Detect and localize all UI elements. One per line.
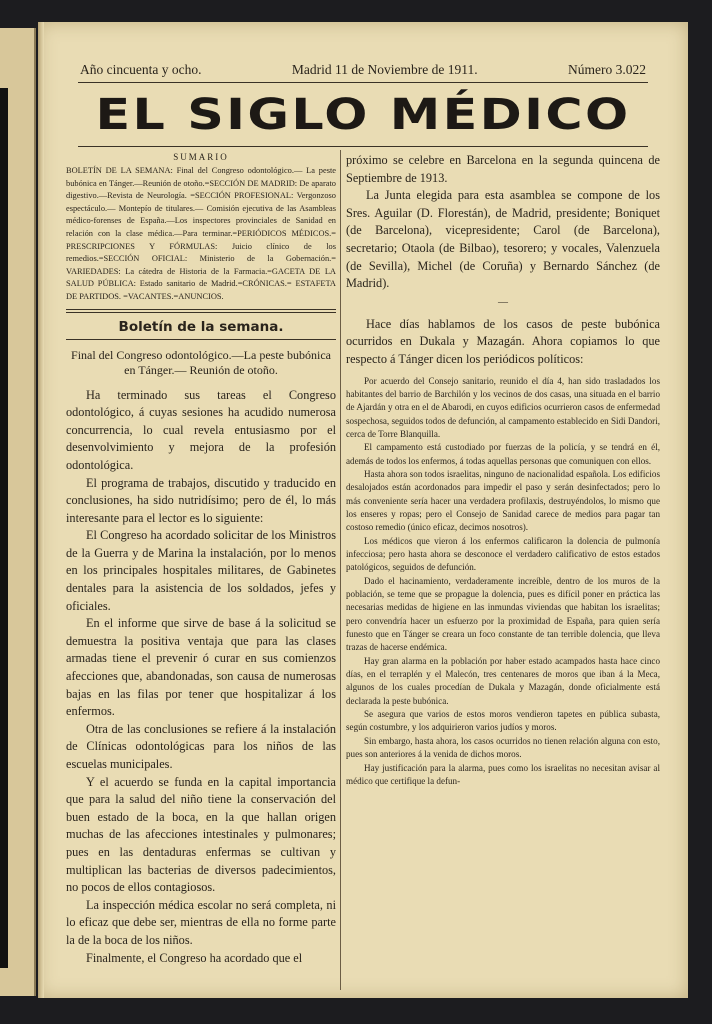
section-rule: [66, 339, 336, 340]
junta-paragraph: La Junta elegida para esta asamblea se compone de los Sres. Aguilar (D. Florestán), de Madrid, presidente; Boniquet (de Barcelona), vicepresidente; Carol (de Barcelona), secretario; Otaola (de Bilbao), tesorero; y vocales, Valenzuela (de Sevilla), Michel (de Coruña) y Bernardo Sánchez (de Madrid).: [346, 188, 660, 291]
quote-paragraph: Se asegura que varios de estos moros vendieron tapetes en pública subasta, según costumbre, y los adquirieron varios judíos y moros.: [346, 709, 660, 733]
right-column: [346, 152, 660, 788]
issue-header: [80, 62, 646, 78]
peste-paragraph: Hace días hablamos de los casos de peste bubónica ocurridos en Dukala y Mazagán. Ahora copiamos lo que respecto á Tánger dicen los periódicos políticos:: [346, 316, 660, 366]
quote-paragraph: Hay gran alarma en la población por haber estado acampados hasta hace cinco días, en el terraplén y el Malecón, tres centenares de moros que iban á la Meca, algunos de los cuales procedían de Dukala y Mazagán, donde oficialmente está declarada la peste bubónica.: [346, 655, 660, 706]
page-spine: [38, 22, 44, 998]
sumario-divider: [66, 309, 336, 313]
boletin-paragraph: La inspección médica escolar no será completa, ni lo eficaz que debe ser, mientras de ella no forme parte la de la boca de los niños.: [66, 897, 336, 947]
quote-paragraph: Hay justificación para la alarma, pues como los israelitas no necesitan avisar al médico que certifique la defun-: [346, 762, 660, 786]
boletin-paragraph: El Congreso ha acordado solicitar de los Ministros de la Guerra y de Marina la instalación, por lo menos en los principales hospitales militares, de Gabinetes dentales para la asistencia de los soldados, jefes y oficiales.: [66, 528, 336, 613]
boletin-paragraph: Y el acuerdo se funda en la capital importancia que para la salud del niño tiene la conservación del buen estado de la boca, en la que hallan origen muchas de las afecciones intestinales y pulmonares; pues en las dentaduras enfermas se cultivan y multiplican las bacterias de diversos padecimientos, no pocos de ellos contagiosos.: [66, 774, 336, 895]
masthead-title: EL SIGLO MÉDICO: [95, 90, 631, 140]
boletin-subhead: Final del Congreso odontológico.—La peste bubónica en Tánger.— Reunión de otoño.: [71, 347, 331, 377]
column-divider: [340, 150, 341, 990]
continuation-paragraph: próximo se celebre en Barcelona en la segunda quincena de Septiembre de 1913.: [346, 153, 660, 185]
quote-paragraph: Los médicos que vieron á los enfermos calificaron la dolencia de pulmonía infecciosa; pero hasta ahora se desconoce el verdadero calificativo de estos estados patológicos, seguidos de defunción.: [346, 535, 660, 573]
quote-paragraph: Sin embargo, hasta ahora, los casos ocurridos no tienen relación alguna con esto, pues son anteriores á la venida de dichos moros.: [346, 735, 660, 760]
boletin-paragraph: Ha terminado sus tareas el Congreso odontológico, á cuyas sesiones ha acudido numerosa concurrencia, lo cual revela entusiasmo por el desenvolvimiento y mejora de la profesión odontológica.: [66, 387, 336, 472]
binding-shadow: [0, 88, 8, 968]
previous-page-edge: [0, 28, 36, 996]
boletin-paragraph: Finalmente, el Congreso ha acordado que el: [86, 950, 303, 965]
newspaper-page: [38, 22, 688, 998]
quote-paragraph: Por acuerdo del Consejo sanitario, reunido el día 4, han sido trasladados los habitantes del barrio de Barchilón y los vecinos de dos casas, una situada en el barrio de Ajardán y otra en el de Abarodi, en cuyos edificios ocurrieron casos de enfermedad sospechosa, seguidos todos de defunción, al campamento establecido en Sidi Dandori, cerca de Torre Blanquilla.: [346, 375, 660, 439]
quote-paragraph: Dado el hacinamiento, verdaderamente increíble, dentro de los muros de la población, se teme que se propague la dolencia, pues es difícil poner en práctica las necesarias medidas de higiene en las inmundas viviendas que habitan los israelitas; pero convendría hacer un esfuerzo por la proximidad de España, para quien sería funesto que en Tánger se creara un foco constante de tan terrible dolencia, que lleva trazas de hacerse endémica.: [346, 575, 660, 653]
quote-paragraph: Hasta ahora son todos israelitas, ninguno de nacionalidad española. Los edificios desalojados están acordonados para impedir el paso y serán desinfectados; pero lo más conveniente sería hacer una verdadera profilaxis, destruyéndolos, lo mismo que los enseres y ropas; pero el Consejo de Sanidad carece de medios para pagar tan costoso remedio (único eficaz, decimos nosotros).: [346, 468, 660, 533]
sumario-text: BOLETÍN DE LA SEMANA: Final del Congreso odontológico.— La peste bubónica en Tánger.—Reunión de otoño.=SECCIÓN DE MADRID: De aparato digestivo.—Revista de Neurología. =SECCIÓN PROFESIONAL: Vergonzoso espectáculo.— Montepío de titulares.— Comisión ejecutiva de las Asambleas médico-forenses de España.—Los inspectores provinciales de Sanidad en relación con la clase médica.—Para terminar.=PERIÓDICOS MÉDICOS.= PRESCRIPCIONES Y FÓRMULAS: Juicio clínico de los remedios.=SECCIÓN OFICIAL: Ministerio de la Gobernación.= VARIEDADES: La cátedra de Historia de la Farmacia.=GACETA DE LA SALUD PÚBLICA: Estado sanitario de Madrid.=CRÓNICAS.= ESTAFETA DE PARTIDOS. =VACANTES.=ANUNCIOS.: [66, 166, 336, 301]
boletin-paragraph: El programa de trabajos, discutido y traducido en conclusiones, ha sido nutridísimo; pero de él, lo más interesante para el lector es lo siguiente:: [66, 475, 336, 525]
masthead-rule: [78, 146, 648, 147]
section-title-boletin: Boletín de la semana.: [118, 318, 284, 335]
left-column: [66, 152, 336, 967]
boletin-paragraph: Otra de las conclusiones se refiere á la instalación de Clínicas odontológicas para los niños de las escuelas municipales.: [66, 721, 336, 771]
article-separator: —: [498, 296, 508, 308]
header-rule: [78, 82, 648, 83]
issue-year: Año cincuenta y ocho.: [80, 62, 202, 77]
quote-paragraph: El campamento está custodiado por fuerzas de la policía, y se tendrá en él, además de todos los enfermos, á todas aquellas personas que comuniquen con ellos.: [346, 442, 660, 466]
issue-number: Número 3.022: [568, 62, 646, 77]
sumario-title: SUMARIO: [173, 152, 229, 162]
issue-date: Madrid 11 de Noviembre de 1911.: [291, 62, 478, 77]
boletin-paragraph: En el informe que sirve de base á la solicitud se demuestra la positiva ventaja que para las clases armadas tiene el prevenir ó curar en sus comienzos afecciones que, abandonadas, son causa de numerosas bajas en las filas por tener que hospitalizar á los enfermos.: [66, 616, 336, 719]
